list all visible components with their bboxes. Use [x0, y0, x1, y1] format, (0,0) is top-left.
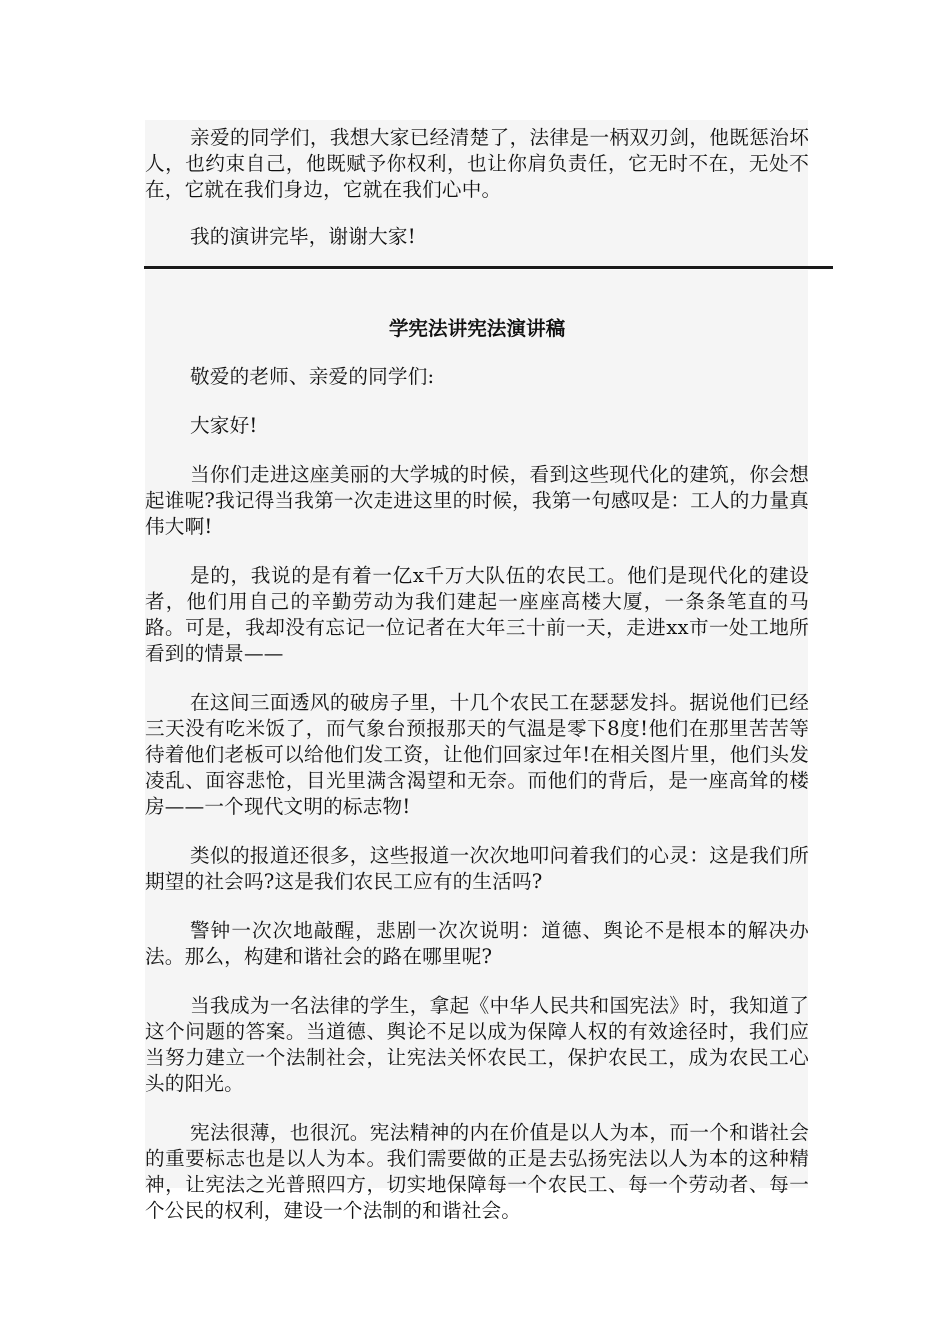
article-body	[145, 364, 809, 1224]
paragraph: 宪法很薄，也很沉。宪法精神的内在价值是以人为本，而一个和谐社会的重要标志也是以人为本。我们需要做的正是去弘扬宪法以人为本的这种精神，让宪法之光普照四方，切实地保障每一个农民工、每一个劳动者、每一个公民的权利，建设一个法制的和谐社会。	[145, 1121, 809, 1222]
section-divider	[144, 266, 833, 269]
paragraph: 亲爱的同学们，我想大家已经清楚了，法律是一柄双刃剑，他既惩治坏人，也约束自己，他既赋予你权利，也让你肩负责任，它无时不在，无处不在，它就在我们身边，它就在我们心中。	[145, 126, 809, 201]
paragraph: 警钟一次次地敲醒，悲剧一次次说明：道德、舆论不是根本的解决办法。那么，构建和谐社会的路在哪里呢?	[145, 919, 809, 968]
article-title: 学宪法讲宪法演讲稿	[388, 317, 566, 340]
paragraph: 大家好!	[190, 414, 258, 437]
paragraph: 我的演讲完毕，谢谢大家!	[190, 225, 416, 248]
paragraph: 在这间三面透风的破房子里，十几个农民工在瑟瑟发抖。据说他们已经三天没有吃米饭了，而气象台预报那天的气温是零下8度!他们在那里苦苦等待着他们老板可以给他们发工资，让他们回家过年!在相关图片里，他们头发凌乱、面容悲怆，目光里满含渴望和无奈。而他们的背后，是一座高耸的楼房——一个现代文明的标志物!	[145, 691, 809, 818]
paragraph: 是的，我说的是有着一亿x千万大队伍的农民工。他们是现代化的建设者，他们用自己的辛勤劳动为我们建起一座座高楼大厦，一条条笔直的马路。可是，我却没有忘记一位记者在大年三十前一天，走进xx市一处工地所看到的情景——	[145, 564, 809, 665]
paragraph: 当我成为一名法律的学生，拿起《中华人民共和国宪法》时，我知道了这个问题的答案。当道德、舆论不足以成为保障人权的有效途径时，我们应当努力建立一个法制社会，让宪法关怀农民工，保护农民工，成为农民工心头的阳光。	[145, 994, 809, 1095]
paragraph: 类似的报道还很多，这些报道一次次地叩问着我们的心灵：这是我们所期望的社会吗?这是我们农民工应有的生活吗?	[145, 844, 809, 893]
paragraph: 敬爱的老师、亲爱的同学们:	[190, 365, 435, 388]
paragraph: 当你们走进这座美丽的大学城的时候，看到这些现代化的建筑，你会想起谁呢?我记得当我第一次走进这里的时候，我第一句感叹是：工人的力量真伟大啊!	[145, 463, 809, 538]
previous-speech-ending	[145, 125, 809, 250]
